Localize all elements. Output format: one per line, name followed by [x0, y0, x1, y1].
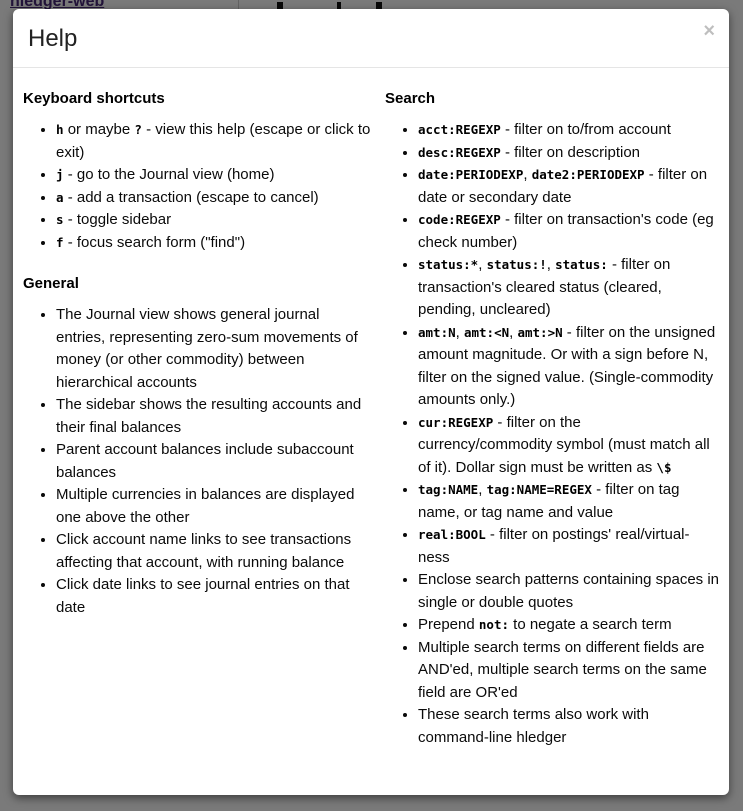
code-term: tag:NAME=REGEX — [486, 482, 592, 497]
list-item: • Click date links to see journal entries on that date — [56, 574, 371, 619]
list-item: • s - toggle sidebar — [56, 209, 371, 232]
list-item: • h or maybe ? - view this help (escape or click to exit) — [56, 119, 371, 164]
close-icon[interactable]: × — [703, 20, 715, 42]
code-term: desc:REGEXP — [418, 144, 501, 160]
code-term: h — [56, 122, 64, 137]
section-list — [385, 119, 719, 749]
list-item: • Multiple currencies in balances are displayed one above the other — [56, 484, 371, 529]
code-term: amt:>N — [517, 324, 563, 340]
list-item: • tag:NAME, tag:NAME=REGEX - filter on tag name, or tag name and value — [418, 479, 719, 524]
list-item: • a - add a transaction (escape to cancel) — [56, 187, 371, 210]
code-term: s — [56, 212, 64, 227]
list-item: • code:REGEXP - filter on transaction's code (eg check number) — [418, 209, 719, 254]
list-item: • The sidebar shows the resulting accounts and their final balances — [56, 394, 371, 439]
help-column-right — [385, 69, 719, 759]
list-item: • amt:N, amt:<N, amt:>N - filter on the unsigned amount magnitude. Or with a sign before N, filter on the signed value. (Single-commodity amounts only.) — [418, 322, 719, 412]
code-term: acct:REGEXP — [418, 122, 501, 137]
list-item: • acct:REGEXP - filter on to/from account — [418, 119, 719, 142]
list-item: • desc:REGEXP - filter on description — [418, 142, 719, 165]
code-term: cur:REGEXP — [418, 414, 494, 430]
code-term: date:PERIODEXP — [418, 167, 524, 182]
list-item: • Parent account balances include subaccount balances — [56, 439, 371, 484]
modal-title: Help — [28, 25, 78, 52]
code-term: a — [56, 189, 64, 205]
list-item: • real:BOOL - filter on postings' real/virtual-ness — [418, 524, 719, 569]
code-term: \$ — [656, 459, 672, 475]
list-item: • Multiple search terms on different fields are AND'ed, multiple search terms on the same field are OR'ed — [418, 637, 719, 705]
list-item: • j - go to the Journal view (home) — [56, 164, 371, 187]
code-term: not: — [478, 617, 509, 632]
list-item: • status:*, status:!, status: - filter on transaction's cleared status (cleared, pending, uncleared) — [418, 254, 719, 322]
code-term: amt:N — [418, 324, 456, 340]
code-term: status:* — [418, 257, 479, 272]
code-term: status:! — [486, 257, 547, 272]
section-heading: Search — [385, 90, 436, 107]
list-item: • The Journal view shows general journal entries, representing zero-sum movements of money (or other commodity) between hierarchical accounts — [56, 304, 371, 394]
code-term: f — [56, 234, 64, 250]
help-column-left — [23, 69, 371, 759]
code-term: ? — [134, 122, 142, 137]
section-list — [23, 304, 371, 619]
list-item: • These search terms also work with command-line hledger — [418, 704, 719, 749]
code-term: tag:NAME — [418, 482, 479, 497]
code-term: date2:PERIODEXP — [531, 167, 645, 182]
list-item: • cur:REGEXP - filter on the currency/commodity symbol (must match all of it). Dollar sign must be written as \$ — [418, 412, 719, 480]
list-item: • Prepend not: to negate a search term — [418, 614, 719, 637]
section-heading: Keyboard shortcuts — [23, 90, 165, 107]
section-list — [23, 119, 371, 254]
modal-header — [13, 9, 729, 68]
list-item: • date:PERIODEXP, date2:PERIODEXP - filter on date or secondary date — [418, 164, 719, 209]
modal-body — [13, 68, 729, 779]
list-item: • Enclose search patterns containing spaces in single or double quotes — [418, 569, 719, 614]
list-item: • f - focus search form ("find") — [56, 232, 371, 255]
help-modal — [13, 9, 729, 795]
code-term: real:BOOL — [418, 527, 486, 542]
code-term: amt:<N — [463, 324, 510, 340]
code-term: j — [56, 167, 64, 182]
code-term: status: — [555, 257, 608, 272]
list-item: • Click account name links to see transactions affecting that account, with running balance — [56, 529, 371, 574]
section-heading: General — [23, 275, 79, 292]
code-term: code:REGEXP — [418, 212, 501, 227]
